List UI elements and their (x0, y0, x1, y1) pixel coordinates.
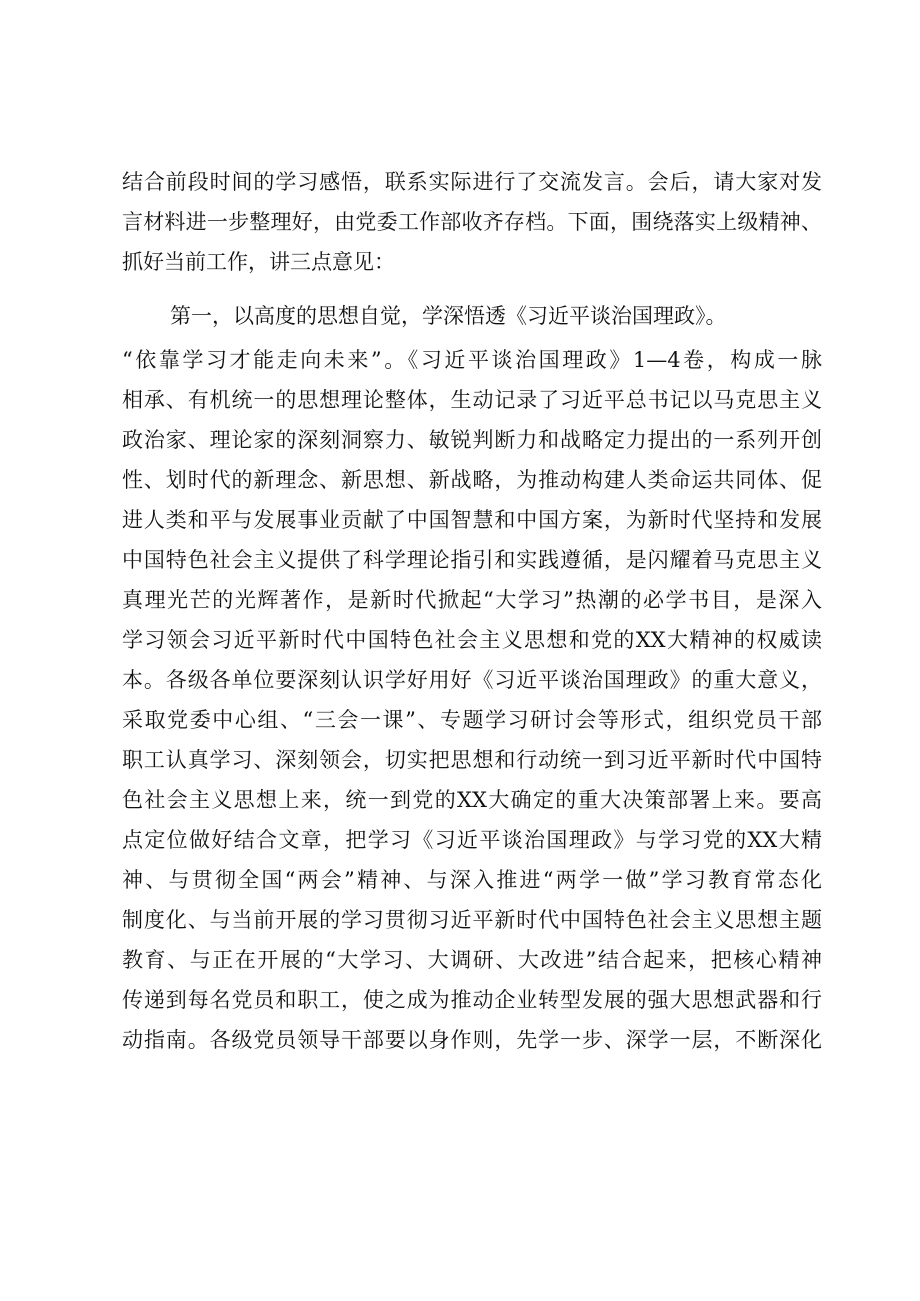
text-line: 言材料进一步整理好，由党委工作部收齐存档。下面，围绕落实上级精神、 (122, 210, 822, 234)
text-line: 采取党委中心组、“三会一课”、专题学习研讨会等形式，组织党员干部 (122, 708, 822, 732)
text-line: 神、与贯彻全国“两会”精神、与深入推进“两学一做”学习教育常态化 (122, 868, 822, 892)
text-line: 学习领会习近平新时代中国特色社会主义思想和党的XX大精神的权威读 (122, 628, 822, 652)
text-line: 点定位做好结合文章，把学习《习近平谈治国理政》与学习党的XX大精 (122, 828, 822, 852)
text-line: 教育、与正在开展的“大学习、大调研、大改进”结合起来，把核心精神 (122, 948, 822, 972)
text-line: 性、划时代的新理念、新思想、新战略，为推动构建人类命运共同体、促 (122, 468, 822, 492)
text-line: 职工认真学习、深刻领会，切实把思想和行动统一到习近平新时代中国特 (122, 748, 822, 772)
text-line: 结合前段时间的学习感悟，联系实际进行了交流发言。会后，请大家对发 (122, 170, 822, 194)
text-line: 动指南。各级党员领导干部要以身作则，先学一步、深学一层，不断深化 (122, 1028, 822, 1052)
text-line: 制度化、与当前开展的学习贯彻习近平新时代中国特色社会主义思想主题 (122, 908, 822, 932)
text-line: 本。各级各单位要深刻认识学好用好《习近平谈治国理政》的重大意义， (122, 668, 822, 692)
text-line: 进人类和平与发展事业贡献了中国智慧和中国方案，为新时代坚持和发展 (122, 508, 822, 532)
text-line: 中国特色社会主义提供了科学理论指引和实践遵循，是闪耀着马克思主义 (122, 548, 822, 572)
text-line: 相承、有机统一的思想理论整体，生动记录了习近平总书记以马克思主义 (122, 388, 822, 412)
text-line: 抓好当前工作，讲三点意见： (122, 250, 395, 274)
text-line: 政治家、理论家的深刻洞察力、敏锐判断力和战略定力提出的一系列开创 (122, 428, 822, 452)
text-line: 传递到每名党员和职工，使之成为推动企业转型发展的强大思想武器和行 (122, 988, 822, 1012)
text-line: “依靠学习才能走向未来”。《习近平谈治国理政》1—4卷，构成一脉 (122, 348, 822, 372)
text-line: 色社会主义思想上来，统一到党的XX大确定的重大决策部署上来。要高 (122, 788, 822, 812)
text-line: 真理光芒的光辉著作，是新时代掀起“大学习”热潮的必学书目，是深入 (122, 588, 822, 612)
section-heading: 第一，以高度的思想自觉，学深悟透《习近平谈治国理政》。 (170, 304, 727, 328)
